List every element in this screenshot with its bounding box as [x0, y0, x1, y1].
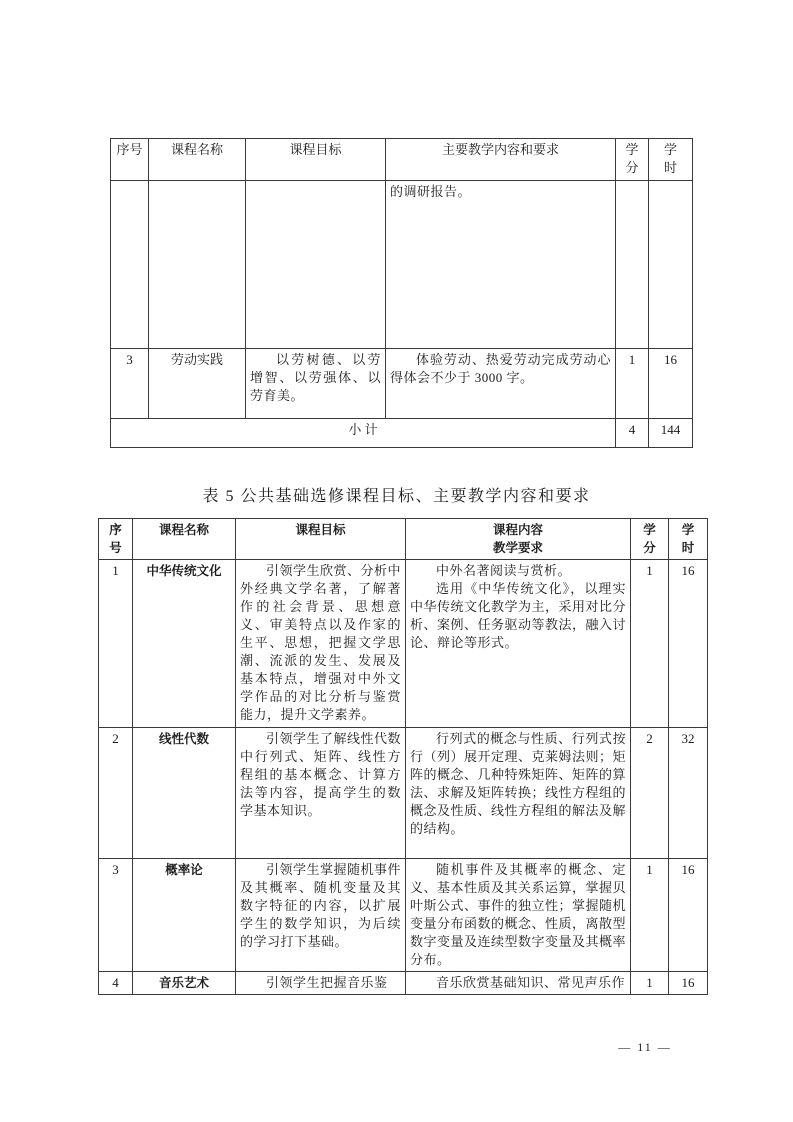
cell-content: 随机事件及其概率的概念、定义、基本性质及其关系运算，掌握贝叶斯公式、事件的独立性；掌握随机变量分布函数的概念、性质，离散型数字变量及连续型数字变量及其概率分布。: [406, 859, 631, 972]
column-header-hours: 学 时: [649, 139, 693, 181]
cell-subtotal-hours: 144: [649, 419, 693, 448]
cell-course-name: 概率论: [133, 859, 236, 972]
cell-hours: 16: [669, 972, 708, 995]
cell-no: 4: [99, 972, 133, 995]
cell-hours: 16: [669, 859, 708, 972]
column-header-course-objective: 课程目标: [236, 519, 406, 560]
column-header-main-content: 主要教学内容和要求: [386, 139, 616, 181]
cell-hours-empty: [649, 181, 693, 349]
cell-credits: 1: [616, 349, 649, 419]
column-header-hours: 学 时: [669, 519, 708, 560]
cell-course-name: 线性代数: [133, 728, 236, 859]
table-header-row: [99, 519, 708, 560]
cell-credits: 1: [631, 560, 669, 728]
cell-credits: 1: [631, 972, 669, 995]
cell-subtotal-credits: 4: [616, 419, 649, 448]
cell-name-empty: [149, 181, 246, 349]
cell-hours: 16: [669, 560, 708, 728]
column-header-course-name: 课程名称: [133, 519, 236, 560]
cell-course-name: 劳动实践: [149, 349, 246, 419]
table-row-labor-practice: [111, 349, 693, 419]
table-header-row: [111, 139, 693, 181]
cell-objective: 引领学生欣赏、分析中外经典文学名著，了解著作的社会背景、思想意义、审美特点以及作家的生平、思想，把握文学思潮、流派的发生、发展及基本特点，增强对中外文学作品的对比分析与鉴赏能力，提升文学素养。: [236, 560, 406, 728]
table-row-probability: [99, 859, 708, 972]
page-number: — 11 —: [618, 1040, 672, 1054]
cell-subtotal-label: 小 计: [111, 419, 616, 448]
column-header-credits: 学 分: [631, 519, 669, 560]
table-row-music-art: [99, 972, 708, 995]
column-header-course-objective: 课程目标: [246, 139, 386, 181]
cell-hours: 16: [649, 349, 693, 419]
cell-credits: 1: [631, 859, 669, 972]
table5-title: 表 5 公共基础选修课程目标、主要教学内容和要求: [202, 488, 591, 505]
cell-objective: 引领学生掌握随机事件及其概率、随机变量及其数字特征的内容，以扩展学生的数学知识，为后续的学习打下基础。: [236, 859, 406, 972]
column-header-no: 序号: [111, 139, 149, 181]
table-row-subtotal: [111, 419, 693, 448]
cell-objective: 以劳树德、以劳增智、以劳强体、以劳育美。: [246, 349, 386, 419]
cell-objective: 引领学生把握音乐鉴: [236, 972, 406, 995]
cell-no: 3: [111, 349, 149, 419]
column-header-course-name: 课程名称: [149, 139, 246, 181]
cell-content: 中外名著阅读与赏析。 选用《中华传统文化》，以理实中华传统文化教学为主，采用对比分析、案例、任务驱动等教法，融入讨论、辩论等形式。: [406, 560, 631, 728]
table-row-linear-algebra: [99, 728, 708, 859]
cell-no: 3: [99, 859, 133, 972]
table-public-elective-courses: [98, 518, 708, 995]
cell-content: 体验劳动、热爱劳动完成劳动心得体会不少于 3000 字。: [386, 349, 616, 419]
column-header-credits: 学 分: [616, 139, 649, 181]
column-header-course-content: 课程内容 教学要求: [406, 519, 631, 560]
cell-objective: 引领学生了解线性代数中行列式、矩阵、线性方程组的基本概念、计算方法等内容，提高学生的数学基本知识。: [236, 728, 406, 859]
cell-content: 音乐欣赏基础知识、常见声乐作: [406, 972, 631, 995]
cell-hours: 32: [669, 728, 708, 859]
cell-content-continuation: 的调研报告。: [386, 181, 616, 349]
table-row-traditional-culture: [99, 560, 708, 728]
cell-credits: 2: [631, 728, 669, 859]
cell-credits-empty: [616, 181, 649, 349]
cell-no: 2: [99, 728, 133, 859]
table-public-required-courses-continued: [110, 138, 693, 448]
cell-no-empty: [111, 181, 149, 349]
column-header-no: 序 号: [99, 519, 133, 560]
cell-course-name: 音乐艺术: [133, 972, 236, 995]
cell-content: 行列式的概念与性质、行列式按行（列）展开定理、克莱姆法则；矩阵的概念、几种特殊矩阵、矩阵的算法、求解及矩阵转换；线性方程组的概念及性质、线性方程组的解法及解的结构。: [406, 728, 631, 859]
cell-no: 1: [99, 560, 133, 728]
cell-objective-empty: [246, 181, 386, 349]
table-row-continuation: [111, 181, 693, 349]
cell-course-name: 中华传统文化: [133, 560, 236, 728]
